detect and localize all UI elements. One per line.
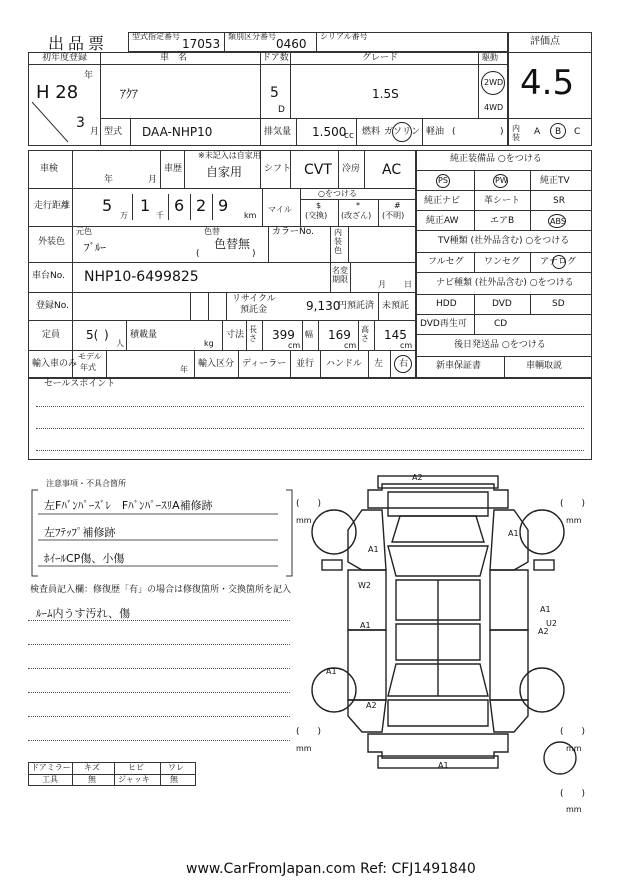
displacement: 1.500	[312, 125, 347, 139]
doors: 5	[270, 85, 279, 101]
chassis-label: 車台No.	[32, 271, 65, 281]
first-reg-month: 3	[76, 115, 85, 131]
type-no: 17053	[182, 37, 221, 51]
month-unit: 月	[90, 127, 100, 137]
note-line-2: 左ﾌﾃｯﾌﾟ補修跡	[44, 526, 116, 539]
mileage-d3: 6	[174, 196, 185, 215]
mile-label: マイル	[268, 205, 292, 214]
drive-4wd: 4WD	[484, 103, 504, 112]
original-color: ﾌﾞﾙｰ	[84, 241, 106, 254]
serial-label: シリアル番号	[320, 32, 368, 41]
displacement-label: 排気量	[264, 127, 292, 137]
doors-label: ドア数	[262, 53, 289, 63]
year-unit: 年	[84, 71, 94, 81]
navi-dvd: DVD	[492, 299, 512, 309]
drive-2wd: 2WD	[484, 78, 504, 87]
eq-genuine-navi: 純正ナビ	[424, 196, 461, 206]
navi-dvd-player: DVD再生可	[420, 319, 467, 329]
legend-v1: 工具	[42, 775, 58, 784]
shift-label: シフト	[264, 164, 292, 174]
damage-windshield: W2	[358, 581, 371, 590]
watermark: www.CarFromJapan.com Ref: CFJ1491840	[186, 861, 476, 877]
eq-abs: ABS	[550, 217, 566, 226]
interior-label: 内装	[512, 124, 520, 142]
interior-c: C	[574, 127, 581, 137]
recycle-label: リサイクル	[232, 294, 276, 304]
notes-label: 注意事項・不具合箇所	[46, 479, 126, 488]
car-damage-diagram	[290, 470, 610, 810]
inspector-label: 検査員記入欄：修復歴「有」の場合は修復箇所・交換箇所を記入	[30, 585, 292, 595]
legend-v4: 無	[170, 775, 178, 784]
later-warranty: 新車保証書	[436, 361, 482, 371]
mileage-d2: 1	[140, 196, 151, 215]
handle-left: 左	[374, 359, 384, 369]
fuel-circle	[392, 122, 412, 142]
later-title: 後日発送品 ○をつける	[454, 340, 546, 350]
tire-rl-depth: ( )	[296, 727, 322, 737]
damage-right-step: A2	[538, 627, 549, 636]
score-label: 評価点	[530, 36, 560, 47]
sheet-title: 出品票	[48, 34, 109, 53]
cooler-label: 冷房	[342, 164, 361, 174]
tire-spare-depth: ( )	[560, 789, 586, 799]
handle-right-circle	[394, 355, 412, 373]
navi-hdd: HDD	[436, 299, 457, 309]
damage-left-rear: A1	[326, 667, 337, 676]
shaken-label: 車検	[40, 164, 59, 174]
eq-genuine-aw: 純正AW	[426, 216, 459, 226]
navi-cd: CD	[494, 319, 508, 329]
interior-b-circle	[550, 123, 566, 139]
damage-rear-bumper: A1	[438, 761, 449, 770]
color-label: 外装色	[38, 237, 66, 247]
registration-label: 登録No.	[36, 301, 69, 311]
repaint-status: 色替無	[214, 237, 251, 251]
mileage-d4: 2	[196, 196, 207, 215]
navi-title: ナビ種類 (社外品含む) ○をつける	[436, 278, 574, 288]
navi-sd: SD	[552, 299, 565, 309]
legend-h4: ワレ	[168, 763, 184, 772]
legend-h3: ヒビ	[128, 763, 144, 772]
history-label: 車歴	[164, 164, 183, 174]
interior-a: A	[534, 127, 541, 137]
sales-point-box	[28, 378, 592, 460]
damage-right-rear-door: U2	[546, 619, 557, 628]
note-line-3: ﾎｲｰﾙCP傷、小傷	[44, 552, 125, 565]
chassis-no: NHP10-6499825	[84, 269, 199, 285]
tire-rr-depth: ( )	[560, 727, 586, 737]
legend-h2: キズ	[84, 763, 100, 772]
not-deposited: 未預託	[382, 301, 410, 311]
length: 399	[272, 328, 295, 342]
note-line-1: 左Fﾊﾞﾝﾊﾟｰｽﾞﾚ FﾊﾞﾝﾊﾟｰｽﾘA補修跡	[44, 499, 213, 512]
eq-ps: PS	[438, 176, 448, 185]
category-no-label: 類別区分番号	[228, 32, 276, 41]
legend-h1: ドアミラー	[31, 763, 71, 772]
width: 169	[328, 328, 351, 342]
eq-sr: SR	[553, 196, 565, 206]
drive-label: 駆動	[482, 53, 498, 62]
damage-left-rear-fender: A2	[366, 701, 377, 710]
damage-right-front-door: A1	[540, 605, 551, 614]
car-name-label: 車 名	[160, 53, 188, 63]
import-type-label: 輸入区分	[198, 359, 235, 369]
type-no-label: 型式指定番号	[132, 32, 180, 41]
first-reg-era: H 28	[36, 82, 79, 103]
diesel-label: 軽油	[426, 127, 445, 137]
model-label: 型式	[104, 127, 123, 137]
load-label: 積載量	[130, 330, 158, 340]
grade-label: グレード	[362, 53, 399, 63]
parallel: 並行	[296, 359, 315, 369]
legend-v3: ジャッキ	[118, 775, 150, 784]
handle-right: 右	[399, 359, 409, 369]
tv-fullseg: フルセグ	[428, 257, 464, 267]
interior-color-label: 内装色	[334, 228, 342, 255]
genuine-title: 純正装備品 ○をつける	[450, 154, 542, 164]
eq-leather: 革シート	[484, 196, 521, 206]
handle-label: ハンドル	[326, 359, 363, 369]
mileage-d5: 9	[218, 196, 229, 215]
history: 自家用	[206, 165, 243, 179]
shift: CVT	[304, 162, 332, 178]
tv-analog: アナログ	[540, 257, 577, 267]
later-manual: 車輌取説	[526, 361, 563, 371]
car-name: ｱｸｱ	[120, 87, 139, 101]
capacity: 5(	[86, 328, 99, 342]
damage-left-front-fender: A1	[368, 545, 379, 554]
interior-b: B	[555, 127, 562, 137]
tv-oneseg: ワンセグ	[484, 257, 521, 267]
mileage-label: 走行距離	[34, 201, 71, 211]
damage-left-door: A1	[360, 621, 371, 630]
damage-right-front-fender: A1	[508, 529, 519, 538]
sales-point-label: セールスポイント	[44, 379, 116, 389]
grade: 1.5S	[372, 87, 399, 101]
mileage-d1: 5	[102, 196, 113, 215]
tire-fl-depth: ( )	[296, 499, 322, 509]
tire-fr-depth: ( )	[560, 499, 586, 509]
history-note: ※未記入は自家用	[198, 151, 261, 160]
grade-score: 4.5	[520, 63, 575, 103]
first-reg-label: 初年度登録	[42, 53, 88, 63]
name-change-label: 名変期限	[332, 266, 348, 284]
eq-genuine-tv: 純正TV	[540, 176, 570, 186]
inspector-line-1: ﾙｰﾑ内うす汚れ、傷	[36, 607, 131, 620]
fuel-label: 燃料	[362, 127, 381, 137]
cooler: AC	[382, 162, 402, 178]
recycle-status: 円預託済	[338, 301, 375, 311]
fuel: ガソリン	[384, 127, 421, 137]
model: DAA-NHP10	[142, 125, 213, 139]
dealer: ディーラー	[242, 359, 287, 369]
tv-title: TV種類 (社外品含む) ○をつける	[438, 236, 570, 246]
door-suffix: D	[278, 105, 285, 115]
height: 145	[384, 328, 407, 342]
category-no: 0460	[276, 37, 307, 51]
recycle-amount: 9,130	[306, 299, 341, 313]
eq-pw: PW	[495, 176, 508, 185]
size-label: 寸法	[226, 330, 245, 340]
cc-unit: cc	[344, 131, 354, 141]
capacity-label: 定員	[42, 330, 61, 340]
eq-airbag: エアB	[490, 216, 515, 226]
legend-v2: 無	[88, 775, 96, 784]
import-label: 輸入車のみ	[32, 359, 78, 369]
damage-front-bumper: A2	[412, 473, 423, 482]
color-no-label: カラーNo.	[272, 227, 314, 237]
